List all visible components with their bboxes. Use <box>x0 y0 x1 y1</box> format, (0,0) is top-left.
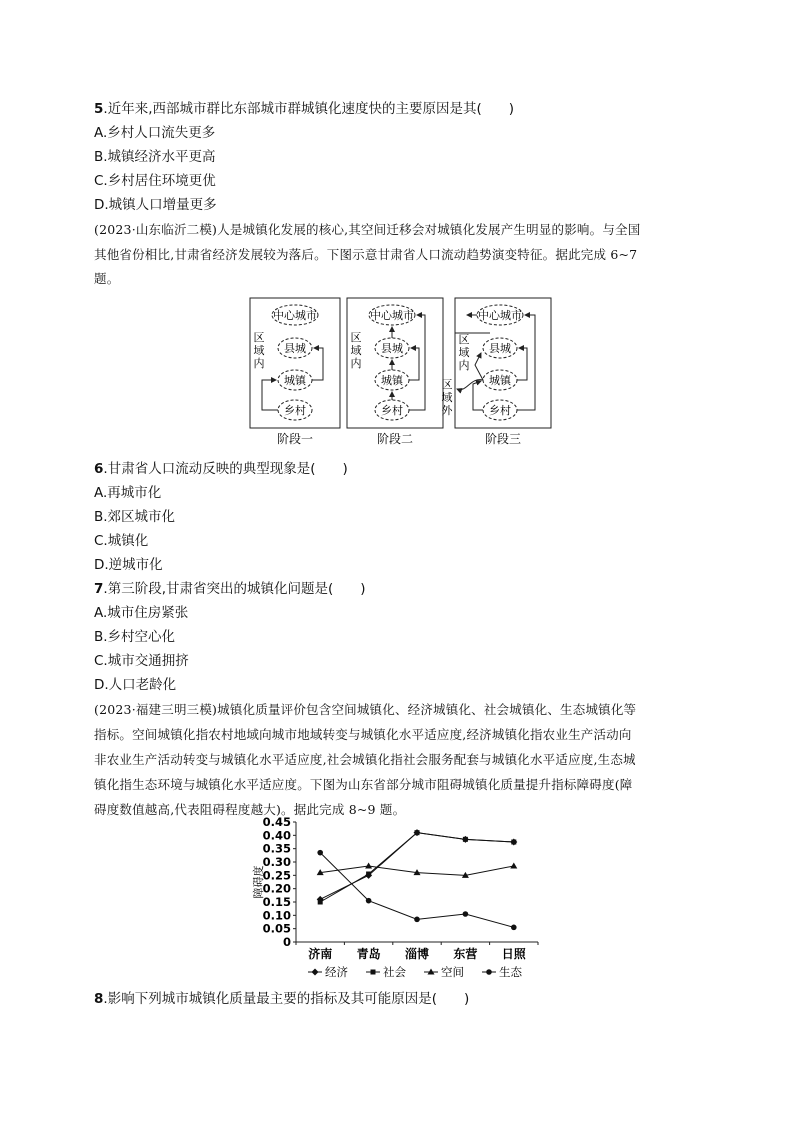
legend-marker <box>486 969 492 975</box>
y-tick-label: 0.45 <box>262 815 291 829</box>
y-tick-label: 0.20 <box>262 881 291 896</box>
q6-option-c: C.城镇化 <box>94 533 149 549</box>
stage-3-panel <box>442 298 552 446</box>
data-point-生态 <box>463 911 469 917</box>
q6-number: 6 <box>94 461 104 477</box>
data-point-社会 <box>511 840 516 845</box>
y-tick-label: 0 <box>282 935 291 949</box>
passage1-line-1: (2023·山东临沂二模)人是城镇化发展的核心,其空间迁移会对城镇化发展产生明显的影响。与全国 <box>94 222 641 237</box>
passage1-line-3: 题。 <box>94 271 120 286</box>
passage2-line-3: 非农业生产活动转变与城镇化水平适应度,社会城镇化指社会服务配套与城镇化水平适应度,生态城 <box>94 752 636 767</box>
stage2-town-label: 城镇 <box>381 374 403 387</box>
x-tick-label: 济南 <box>308 947 333 961</box>
svg-text:内: 内 <box>253 357 265 370</box>
q8-stem: 8.影响下列城市城镇化质量最主要的指标及其可能原因是( ) <box>94 991 470 1007</box>
q5-option-a: A.乡村人口流失更多 <box>94 125 216 141</box>
legend-label: 生态 <box>499 965 522 979</box>
q7-option-d: D.人口老龄化 <box>94 677 177 693</box>
stage2-county-label: 县城 <box>381 342 403 355</box>
q5-option-b: B.城镇经济水平更高 <box>94 149 216 165</box>
q7-option-c: C.城市交通拥挤 <box>94 653 189 669</box>
passage1-line-2: 其他省份相比,甘肃省经济发展较为落后。下图示意甘肃省人口流动趋势演变特征。据此完成 6~7 <box>94 247 638 262</box>
svg-text:域: 域 <box>458 346 470 359</box>
q6-option-d: D.逆城市化 <box>94 557 163 573</box>
y-tick-label: 0.10 <box>262 908 291 923</box>
stage3-village-label: 乡村 <box>489 404 511 417</box>
y-tick-label: 0.25 <box>262 868 291 883</box>
q5-number: 5 <box>94 101 104 117</box>
stage2-village-label: 乡村 <box>381 404 403 417</box>
stage1-town-label: 城镇 <box>284 374 306 387</box>
stage1-county-label: 县城 <box>284 342 306 355</box>
stage-2-label: 阶段二 <box>376 432 414 446</box>
x-tick-label: 日照 <box>501 947 526 961</box>
legend-label: 空间 <box>441 965 464 979</box>
svg-text:域: 域 <box>253 344 265 357</box>
stage1-center-label: 中心城市 <box>273 309 317 322</box>
data-point-生态 <box>366 898 372 904</box>
chart-axes <box>251 815 538 961</box>
stage2-center-label: 中心城市 <box>370 309 414 322</box>
data-point-空间 <box>365 863 372 869</box>
svg-text:域: 域 <box>350 344 362 357</box>
y-tick-label: 0.35 <box>262 841 291 856</box>
svg-text:区: 区 <box>253 331 265 344</box>
data-point-空间 <box>510 863 517 869</box>
q6-option-a: A.再城市化 <box>94 485 162 501</box>
series-line-生态 <box>320 853 514 928</box>
y-tick-label: 0.05 <box>262 921 291 936</box>
passage2-line-2: 指标。空间城镇化指农村地域向城市地域转变与城镇化水平适应度,经济城镇化指农业生产活动向 <box>94 727 632 742</box>
svg-text:内: 内 <box>458 359 470 372</box>
svg-text:域: 域 <box>441 391 453 404</box>
data-point-社会 <box>318 900 323 905</box>
legend-label: 社会 <box>383 965 406 979</box>
x-tick-label: 青岛 <box>356 947 381 961</box>
y-tick-label: 0.15 <box>262 895 291 909</box>
passage2-line-4: 镇化指生态环境与城镇化水平适应度。下图为山东省部分城市阻碍城镇化质量提升指标障碍度(障 <box>94 777 633 792</box>
q5-option-d: D.城镇人口增量更多 <box>94 197 217 213</box>
stage-3-label: 阶段三 <box>484 432 522 446</box>
svg-text:区: 区 <box>458 333 470 346</box>
x-tick-label: 淄博 <box>404 947 430 961</box>
stage1-village-label: 乡村 <box>284 404 306 417</box>
q6-option-b: B.郊区城市化 <box>94 509 176 525</box>
y-axis-label: 障碍度 <box>252 865 265 899</box>
q7-number: 7 <box>94 581 104 597</box>
q5-stem: 5.近年来,西部城市群比东部城市群城镇化速度快的主要原因是其( ) <box>94 101 515 117</box>
q7-stem: 7.第三阶段,甘肃省突出的城镇化问题是( ) <box>94 581 366 597</box>
q7-option-a: A.城市住房紧张 <box>94 605 189 621</box>
data-point-生态 <box>317 850 323 856</box>
y-tick-label: 0.40 <box>262 828 291 843</box>
legend-marker <box>312 969 319 976</box>
q7-option-b: B.乡村空心化 <box>94 629 176 645</box>
stage-1-label: 阶段一 <box>276 432 314 446</box>
svg-text:区: 区 <box>350 331 362 344</box>
svg-text:区: 区 <box>441 378 453 391</box>
obstacle-degree-chart <box>248 814 548 986</box>
svg-text:外: 外 <box>441 404 453 417</box>
migration-diagram <box>245 293 555 453</box>
passage2-line-1: (2023·福建三明三模)城镇化质量评价包含空间城镇化、经济城镇化、社会城镇化、生态城镇化等 <box>94 702 637 717</box>
y-tick-label: 0.30 <box>262 855 291 869</box>
data-point-生态 <box>414 917 420 923</box>
legend-label: 经济 <box>325 965 348 979</box>
stage-1-panel <box>250 298 340 446</box>
series-line-经济 <box>320 833 514 900</box>
stage-2-panel <box>347 298 443 446</box>
svg-text:内: 内 <box>350 357 362 370</box>
q6-stem: 6.甘肃省人口流动反映的典型现象是( ) <box>94 461 348 477</box>
passage2-line-5: 碍度数值越高,代表阻碍程度越大)。据此完成 8~9 题。 <box>94 802 406 817</box>
data-point-社会 <box>463 837 468 842</box>
chart-series <box>317 829 518 930</box>
q8-number: 8 <box>94 991 104 1007</box>
data-point-社会 <box>366 872 371 877</box>
stage3-county-label: 县城 <box>489 342 511 355</box>
stage3-center-label: 中心城市 <box>478 309 522 322</box>
series-line-社会 <box>320 833 514 902</box>
stage3-town-label: 城镇 <box>489 374 511 387</box>
x-tick-label: 东营 <box>453 947 478 961</box>
data-point-社会 <box>415 830 420 835</box>
q5-option-c: C.乡村居住环境更优 <box>94 173 216 189</box>
data-point-生态 <box>511 925 517 931</box>
legend-marker <box>371 970 376 975</box>
chart-legend <box>308 965 522 979</box>
